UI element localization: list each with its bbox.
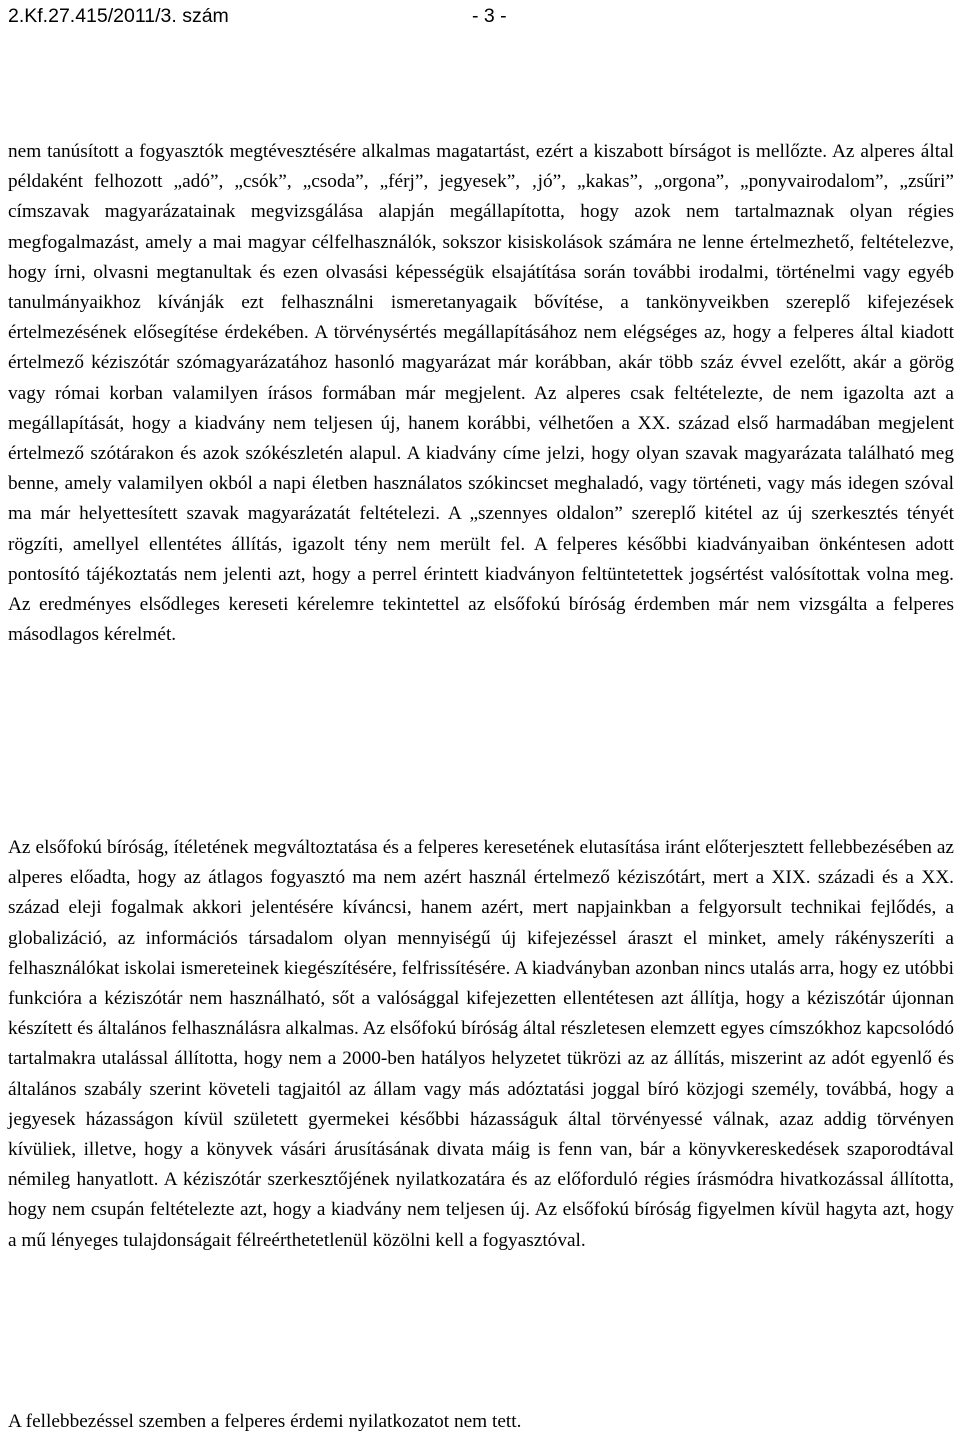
page-number: - 3 - <box>472 5 507 27</box>
paragraph-3: A fellebbezéssel szemben a felperes érdemi nyilatkozatot nem tett. <box>8 1411 522 1432</box>
case-number: 2.Kf.27.415/2011/3. szám <box>8 5 229 27</box>
paragraph-2: Az elsőfokú bíróság, ítéletének megváltoztatása és a felperes keresetének elutasítása iránt előterjesztett fellebbezésében az alperes előadta, hogy az átlagos fogyasztó ma nem azért használ értelmező kéziszótárt, mert a XIX. századi és a XX. század eleji fogalmak akkori jelentésére kíváncsi, hanem azért, mert napjainkban a felgyorsult technikai fejlődés, a globalizáció, az információs társadalom olyan mennyiségű új kifejezéssel áraszt el minket, amely rákényszeríti a felhasználókat iskolai ismereteinek kiegészítésére, felfrissítésére. A kiadványban azonban nincs utalás arra, hogy ez utóbbi funkcióra a kéziszótár nem használható, sőt a valósággal kifejezetten ellentétesen azt állítja, hogy a kéziszótár újonnan készített és általános felhasználásra alkalmas. Az elsőfokú bíróság által részletesen elemzett egyes címszókhoz kapcsolódó tartalmakra utalással állította, hogy nem a 2000-ben hatályos helyzetet tükrözi az az állítás, miszerint az adót egyenlő és általános szabály szerint követeli tagjaitól az állam vagy más adóztatási joggal bíró közjogi személy, továbbá, hogy a jegyesek házasságon kívül született gyermekei későbbi házasságuk által törvényessé válnak, azaz addig törvényen kívüliek, illetve, hogy a könyvek vásári árusításának divata máig is fenn van, bár a könyvkereskedések szaporodtával némileg hanyatlott. A kéziszótár szerkesztőjének nyilatkozatára és az előforduló régies írásmódra hivatkozással állította, hogy nem csupán feltételezte azt, hogy a kiadvány nem teljesen új. Az elsőfokú bíróság figyelmen kívül hagyta azt, hogy a mű lényeges tulajdonságait félreérthetetlenül közölni kell a fogyasztóval. <box>8 837 954 1251</box>
paragraph-1: nem tanúsított a fogyasztók megtévesztésére alkalmas magatartást, ezért a kiszabott bírságot is mellőzte. Az alperes által példaként felhozott „adó”, „csók”, „csoda”, „férj”, jegyesek”, ‚jó”, „kakas”, „orgona”, „ponyvairodalom”, „zsűri” címszavak magyarázatainak megvizsgálása alapján megállapította, hogy azok nem tartalmaznak olyan régies megfogalmazást, amely a mai magyar célfelhasználók, sokszor kisiskolások számára ne lenne értelmezhető, feltételezve, hogy írni, olvasni megtanultak és ezen olvasási képességük elsajátítása során további irodalmi, történelmi vagy egyéb tanulmányaikhoz kívánják ezt felhasználni ismeretanyagaik bővítése, a tankönyveikben szereplő kifejezések értelmezésének elősegítése érdekében. A törvénysértés megállapításához nem elégséges az, hogy a felperes által kiadott értelmező kéziszótár szómagyarázatához hasonló magyarázat már korábban, akár több száz évvel ezelőtt, akár a görög vagy római korban valamilyen írásos formában már megjelent. Az alperes csak feltételezte, de nem igazolta azt a megállapítását, hogy a kiadvány nem teljesen új, hanem korábbi, vélhetően a XX. század első harmadában megjelent értelmező szótárakon és azok szókészletén alapul. A kiadvány címe jelzi, hogy olyan szavak magyarázata található meg benne, amely valamilyen okból a napi életben használatos szókincset meghaladó, vagy történeti, vagy más idegen szóval ma már helyettesített szavak magyarázatát feltételezi. A „szennyes oldalon” szereplő kitétel az új szerkesztés tényét rögzíti, amellyel ellentétes állítás, igazolt tény nem merült fel. A felperes későbbi kiadványaiban önkéntesen adott pontosító tájékoztatás nem jelenti azt, hogy a perrel érintett kiadványon feltüntetettek jogsértést valósítottak volna meg. Az eredményes elsődleges kereseti kérelemre tekintettel az elsőfokú bíróság érdemben már nem vizsgálta a felperes másodlagos kérelmét. <box>8 141 954 646</box>
